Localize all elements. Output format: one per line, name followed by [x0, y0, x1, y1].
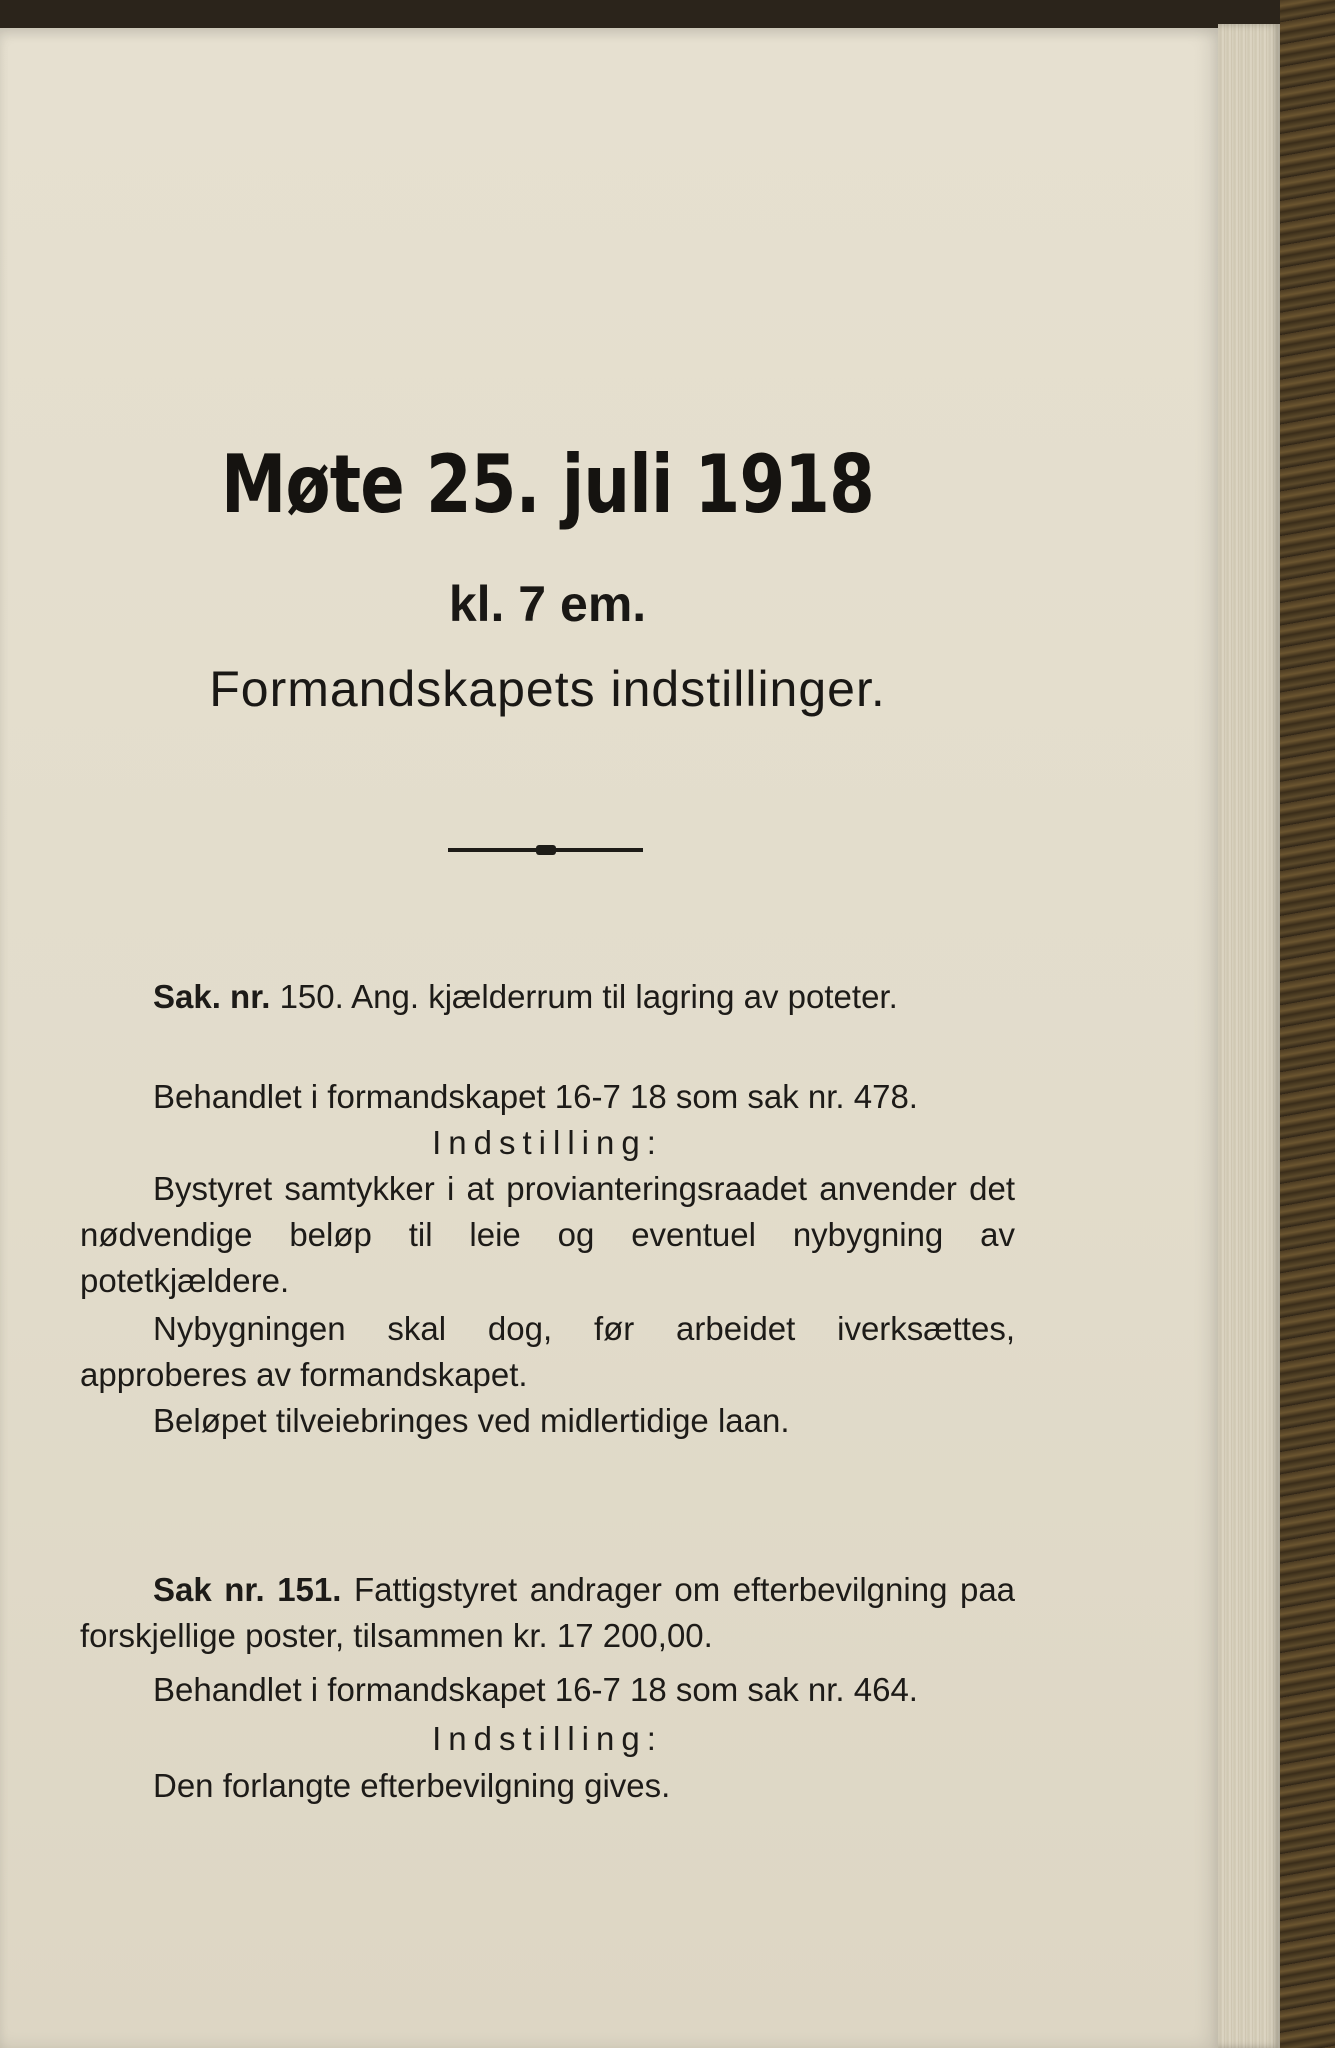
case-150-funding: Beløpet tilveiebringes ved midlertidige laan.: [153, 1402, 790, 1439]
case-150-label: Sak. nr.: [153, 978, 271, 1015]
case-151-handled: Behandlet i formandskapet 16-7 18 som sak nr. 464.: [153, 1671, 918, 1708]
case-150-heading: [80, 974, 1015, 1020]
case-151-recommendation-heading: Indstilling:: [432, 1720, 663, 1757]
scan-background-top: [0, 0, 1280, 28]
case-151-text: Fattigstyret andrager om efterbevilgning paa forskjellige poster, tilsammen kr. 17 200,00.: [80, 1571, 1016, 1654]
page-edges: [1218, 24, 1280, 2048]
divider-rule: [448, 848, 643, 852]
case-151-label: Sak nr.: [153, 1571, 265, 1608]
case-151-heading: [80, 1567, 1015, 1659]
meeting-time: kl. 7 em.: [448, 576, 647, 632]
case-150-recommendation-heading: Indstilling:: [432, 1124, 663, 1161]
book-binding: [1280, 0, 1335, 2048]
case-151-body: Den forlangte efterbevilgning gives.: [153, 1767, 671, 1804]
case-150-number: 150.: [279, 978, 344, 1015]
section-subtitle: Formandskapets indstillinger.: [209, 661, 886, 717]
case-150-handled: Behandlet i formandskapet 16-7 18 som sak nr. 478.: [153, 1078, 918, 1115]
meeting-title: Møte 25. juli 1918: [221, 438, 874, 531]
case-150-text: Ang. kjælderrum til lagring av poteter.: [351, 978, 898, 1015]
case-151-number: 151.: [277, 1571, 342, 1608]
case-150-body: Bystyret samtykker i at provianteringsraadet anvender det nødvendige beløp til leie og eventuel nybygning av potetkjældere.: [80, 1170, 1015, 1299]
case-150-approval: Nybygningen skal dog, før arbeidet iverksættes, approberes av formandskapet.: [80, 1310, 1015, 1393]
